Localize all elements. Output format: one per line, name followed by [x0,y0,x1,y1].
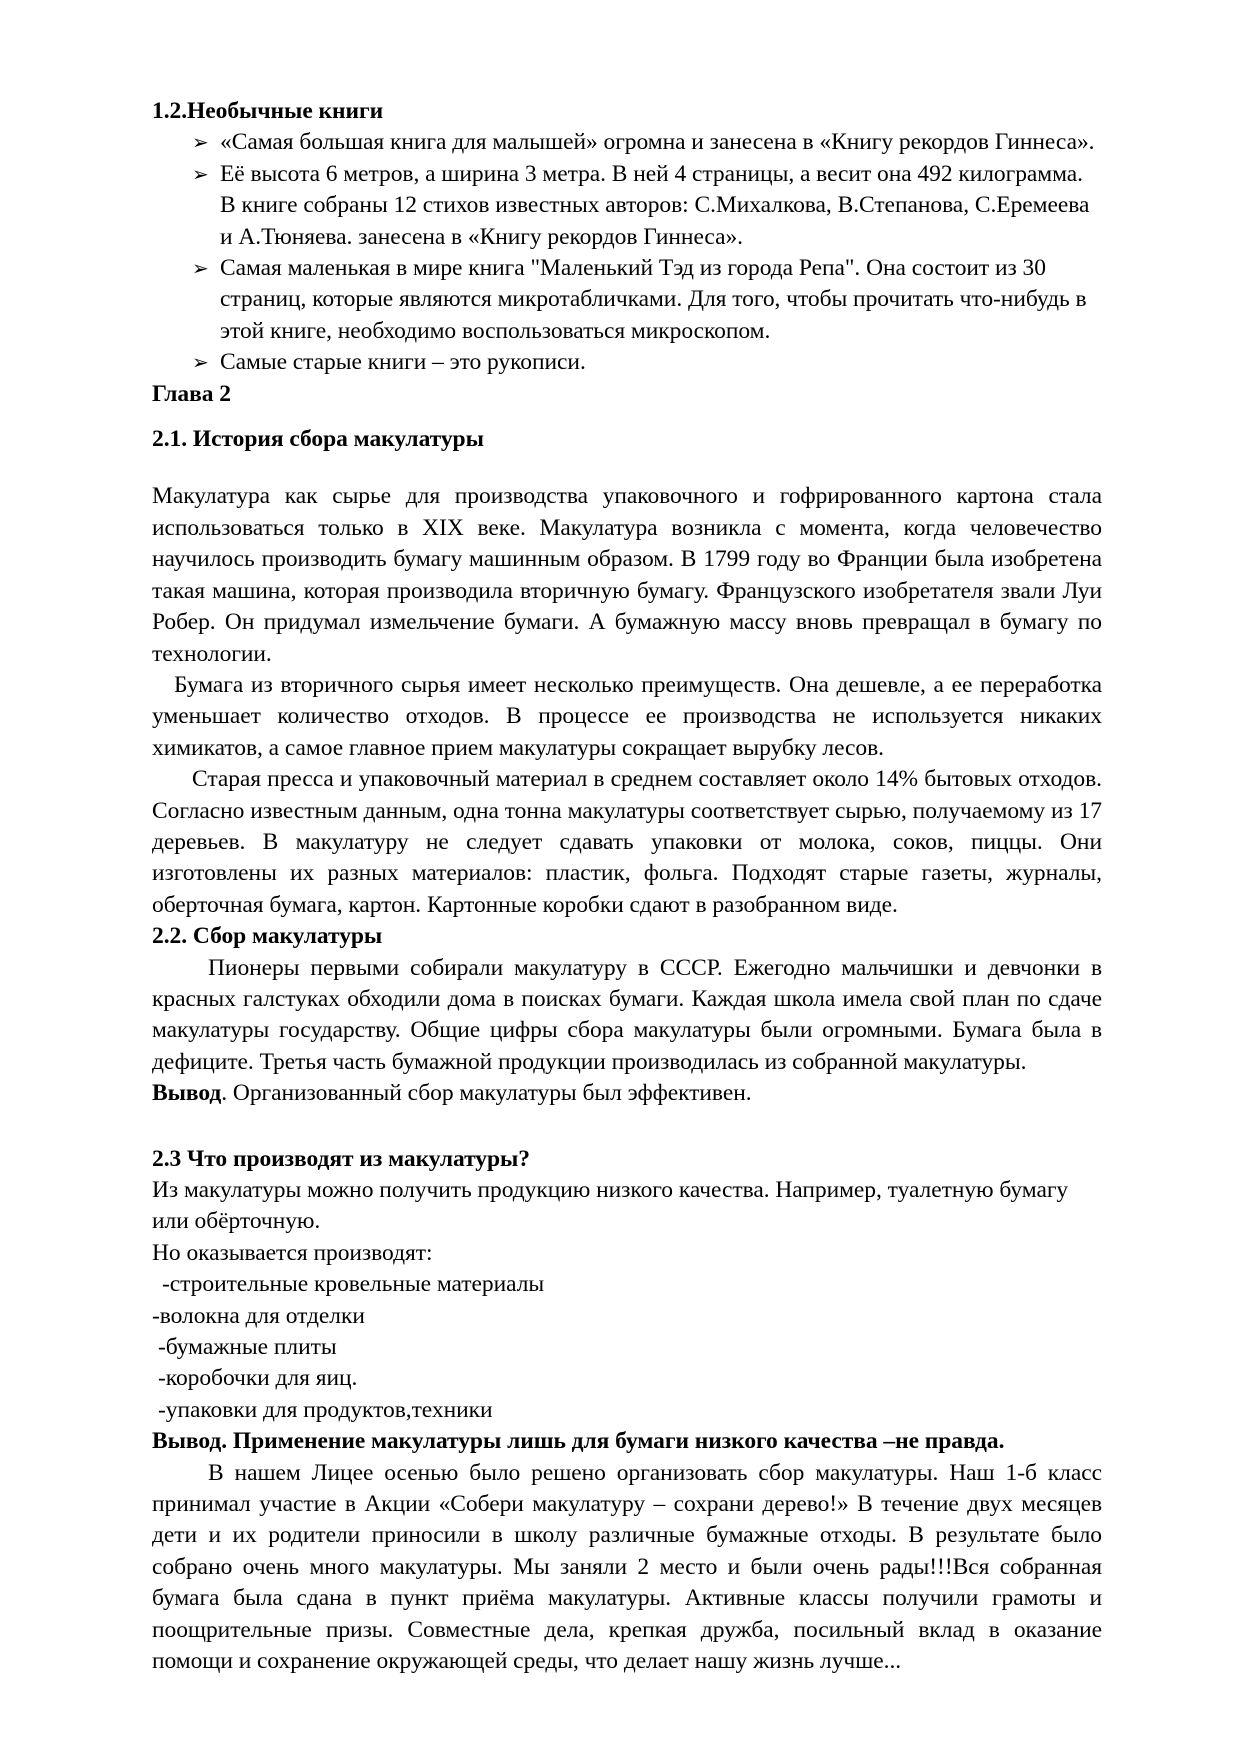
list-item-text: Самая маленькая в мире книга "Маленький Тэд из города Репа". Она состоит из 30 страниц, которые являются микротабличками. Для того, чтобы прочитать что-нибудь в этой книге, необходимо воспользоваться микроскопом. [220,255,1087,344]
arrow-bullet-icon: ➢ [192,130,209,155]
list-item-text: «Самая большая книга для малышей» огромна и занесена в «Книгу рекордов Гиннеса». [220,129,1095,156]
paragraph-2-1-c: Старая пресса и упаковочный материал в среднем составляет около 14% бытовых отходов. Согласно известным данным, одна тонна макулатуры соответствует сырью, получаемому из 17 деревьев. В макулатуру не следует сдавать упаковки от молока, соков, пиццы. Они изготовлены их разных материалов: пластик, фольга. Подходят старые газеты, журналы, оберточная бумага, картон. Картонные коробки сдают в разобранном виде. [152,766,1102,918]
arrow-bullet-icon: ➢ [192,256,209,281]
chapter-title: Глава 2 [152,380,231,407]
spacer [152,1110,1102,1144]
paragraph-2-3-lead-in: Но оказывается производят: [152,1239,433,1266]
heading-2-1: 2.1. История сбора макулатуры [152,426,484,453]
arrow-bullet-icon: ➢ [192,161,209,186]
conclusion-label: Вывод [152,1080,222,1107]
conclusion-text: . Организованный сбор макулатуры был эффективен. [221,1080,752,1107]
list-item [152,347,1102,378]
paragraph-closing: В нашем Лицее осенью было решено организовать сбор макулатуры. Наш 1-б класс принимал участие в Акции «Собери макулатуру – сохрани дерево!» В течение двух месяцев дети и их родители приносили в школу различные бумажные отходы. В результате было собрано очень много макулатуры. Мы заняли 2 место и были очень рады!!!Вся собранная бумага была сдана в пункт приёма макулатуры. Активные классы получили грамоты и поощрительные призы. Совместные дела, крепкая дружба, посильный вклад в оказание помощи и сохранение окружающей среды, что делает нашу жизнь лучше... [152,1459,1102,1675]
spacer [152,455,1102,481]
spacer [152,410,1102,424]
list-item [152,253,1102,347]
unusual-books-list [152,127,1102,378]
list-item: -строительные кровельные материалы [162,1271,545,1298]
paragraph-2-2: Пионеры первыми собирали макулатуру в СССР. Ежегодно мальчишки и девчонки в красных галстуках обходили дома в поисках бумаги. Каждая школа имела свой план по сдаче макулатуры государству. Общие цифры сбора макулатуры были огромными. Бумага была в дефиците. Третья часть бумажной продукции производилась из собранной макулатуры. [152,954,1102,1075]
list-item [152,159,1102,253]
list-item: -коробочки для яиц. [158,1365,358,1392]
list-item-text: Её высота 6 метров, а ширина 3 метра. В ней 4 страницы, а весит она 492 килограмма. В книге собраны 12 стихов известных авторов: С.Михалкова, В.Степанова, С.Еремеева и А.Тюняева. занесена в «Книгу рекордов Гиннеса». [220,160,1090,250]
list-item [152,127,1102,158]
conclusion-2-2 [152,1078,1102,1109]
paragraph-2-1-a: Макулатура как сырье для производства упаковочного и гофрированного картона стала использоваться только в XIX веке. Макулатура возникла с момента, когда человечество научилось производить бумагу машинным образом. В 1799 году во Франции была изобретена такая машина, которая производила вторичную бумагу. Французского изобретателя звали Луи Робер. Он придумал измельчение бумаги. А бумажную массу вновь превращал в бумагу по технологии. [152,483,1102,667]
list-item: -упаковки для продуктов,техники [158,1396,493,1423]
document-body [152,96,1102,1678]
list-item: -волокна для отделки [152,1302,365,1329]
arrow-bullet-icon: ➢ [192,350,209,375]
products-list [152,1269,1102,1426]
heading-2-2: 2.2. Сбор макулатуры [152,923,383,950]
conclusion-2-3: Вывод. Применение макулатуры лишь для бумаги низкого качества –не правда. [152,1428,1005,1455]
heading-2-3: 2.3 Что производят из макулатуры? [152,1145,530,1172]
heading-1-2: 1.2.Необычные книги [152,98,384,124]
list-item-text: Самые старые книги – это рукописи. [220,349,586,376]
paragraph-2-3-intro: Из макулатуры можно получить продукцию низкого качества. Например, туалетную бумагу или обёрточную. [152,1177,1069,1235]
list-item: -бумажные плиты [158,1334,337,1361]
paragraph-2-1-b: Бумага из вторичного сырья имеет несколько преимуществ. Она дешевле, а ее переработка уменьшает количество отходов. В процессе ее производства не используется никаких химикатов, а самое главное прием макулатуры сокращает вырубку лесов. [152,671,1102,761]
